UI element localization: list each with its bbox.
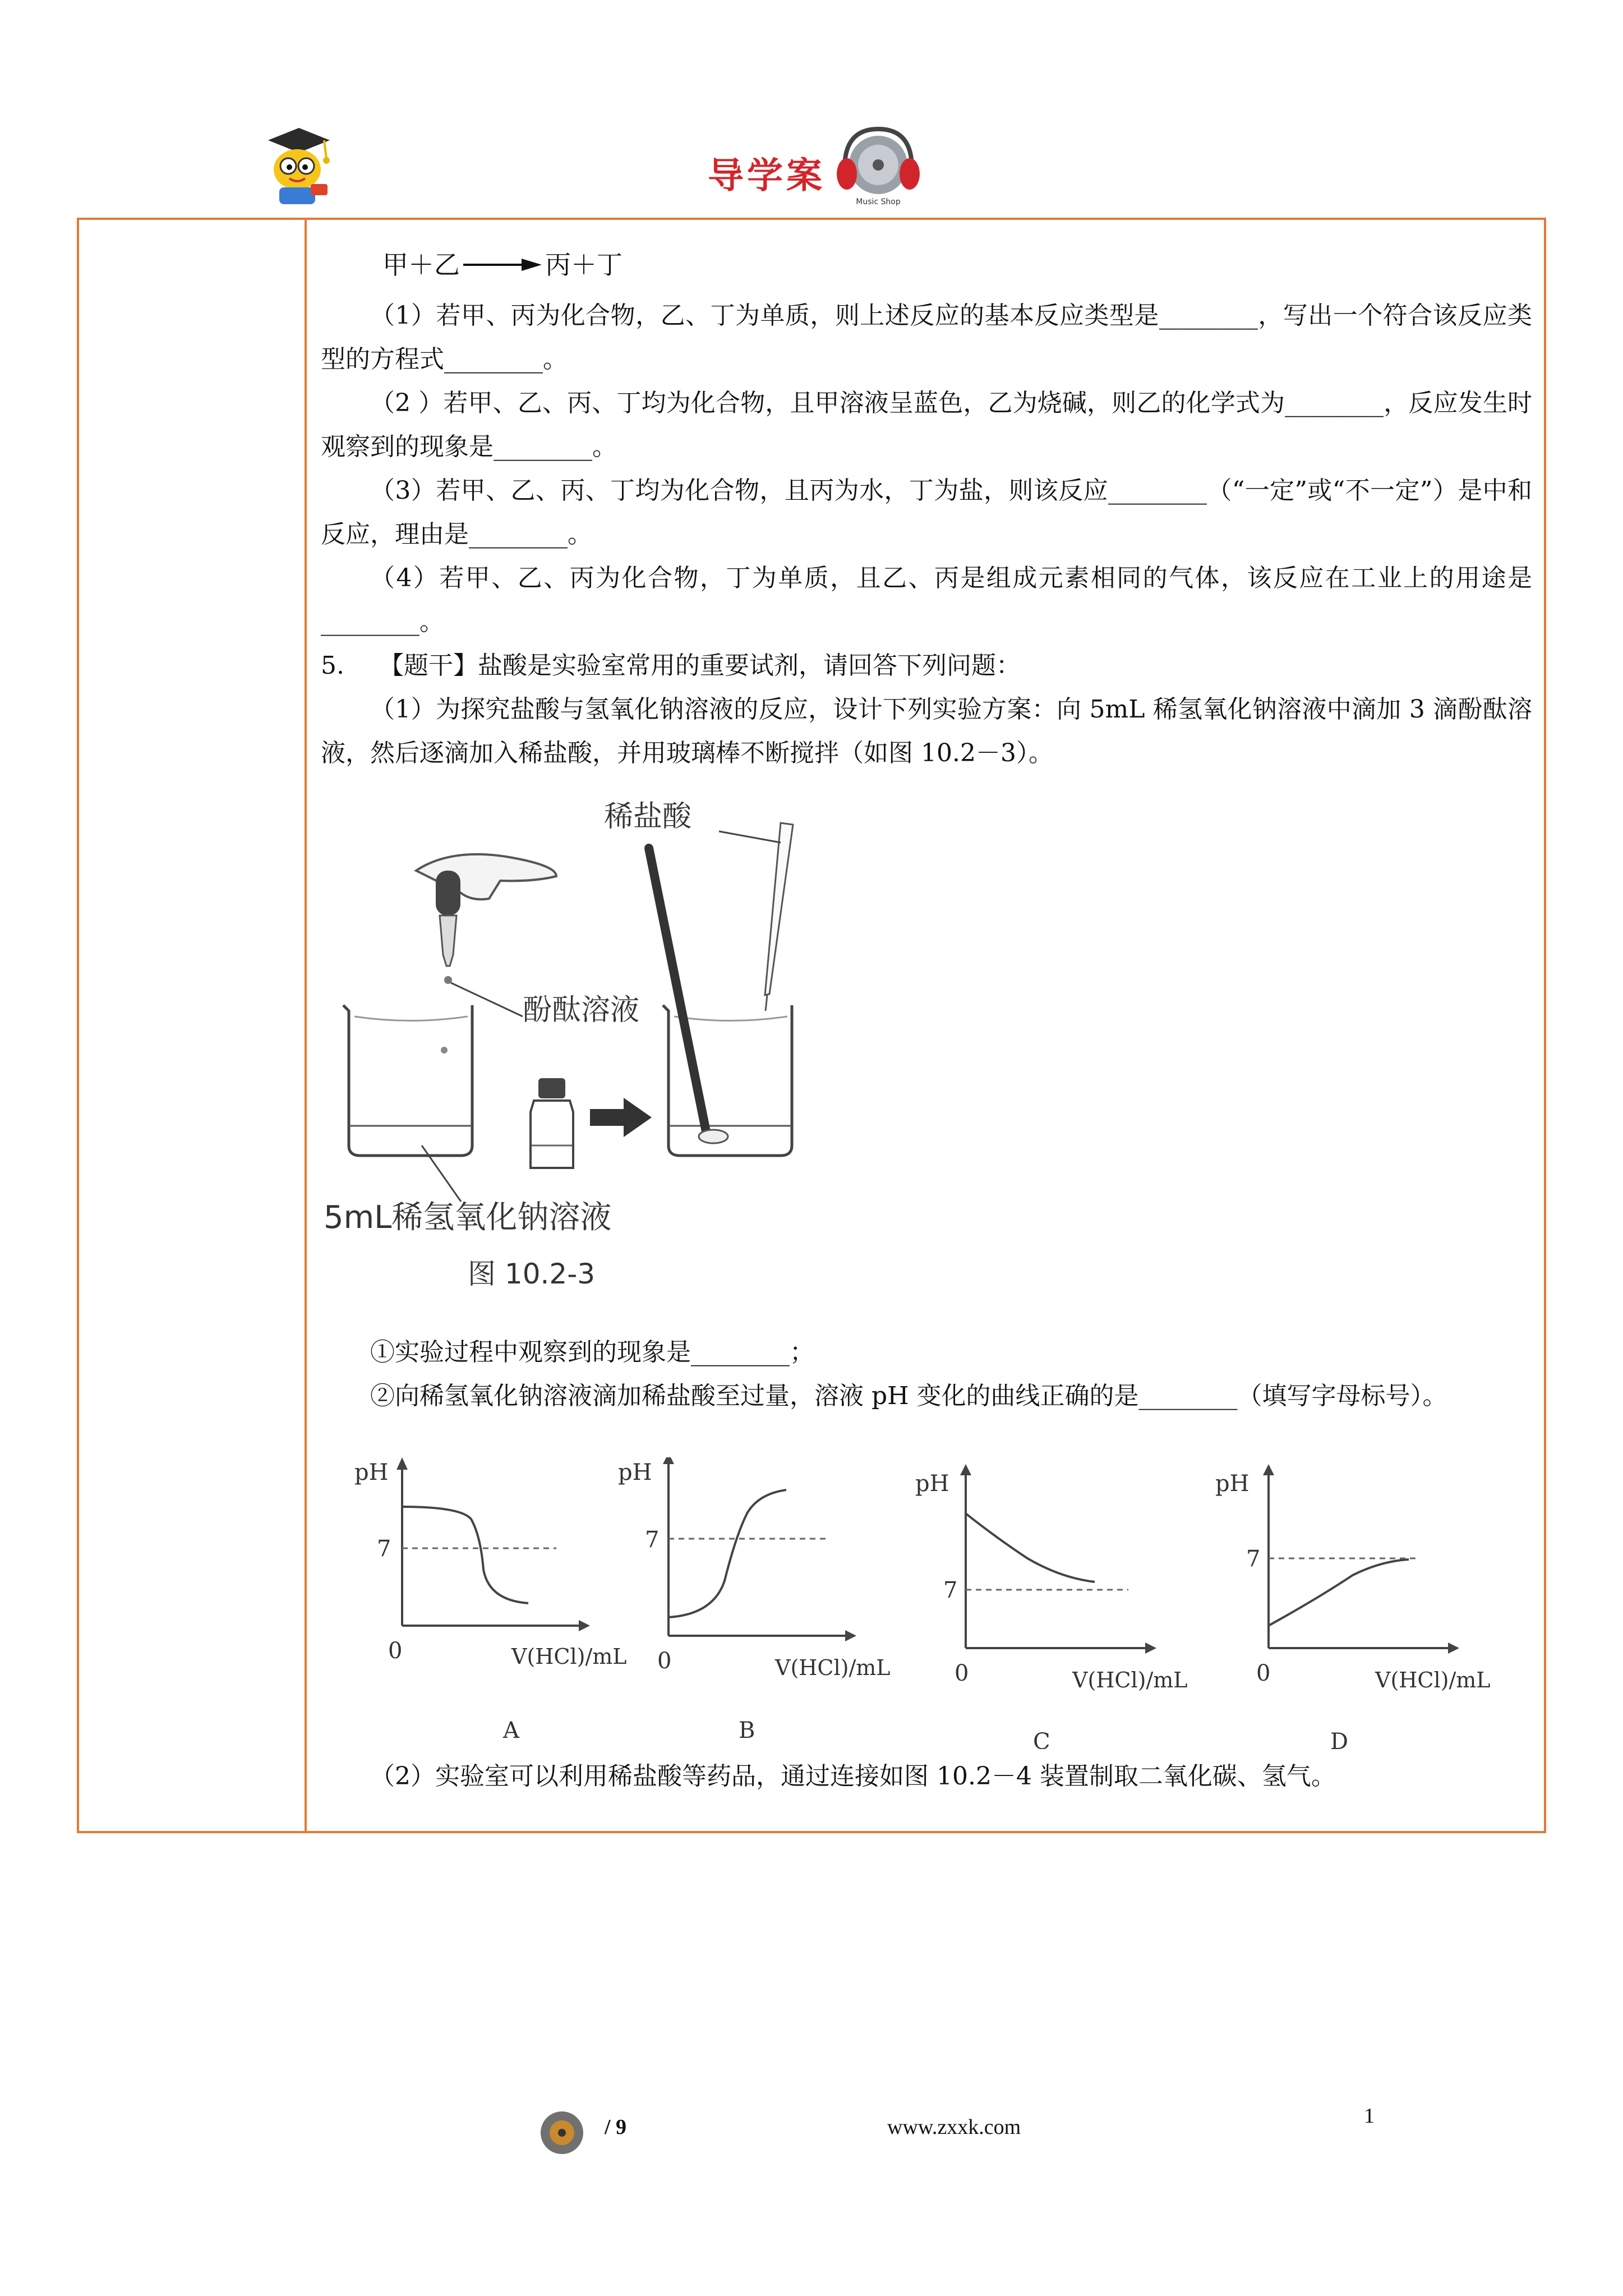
panel-d-ylabel: pH: [1215, 1471, 1249, 1497]
indicator-bottle: [531, 1101, 573, 1168]
frame-divider: [305, 218, 307, 1833]
question-5-sub-1: ①实验过程中观察到的现象是________；: [370, 1338, 814, 1366]
glass-rod: [649, 848, 707, 1134]
label-dilute-hcl: 稀盐酸: [604, 800, 692, 834]
main-content: [321, 236, 1532, 1798]
panel-a: [354, 1457, 627, 1743]
dropper-bulb: [436, 871, 460, 915]
panel-d-letter: D: [1330, 1729, 1349, 1749]
question-4-part-2: （2 ）若甲、乙、丙、丁均为化合物，且甲溶液呈蓝色，乙为烧碱，则乙的化学式为________，反应发生时观察到的现象是________。: [321, 389, 1532, 461]
curve-b: [668, 1490, 786, 1617]
question-5-stem: [321, 644, 1532, 688]
footer-disc-icon: [540, 2110, 584, 2155]
label-phenolphthalein: 酚酞溶液: [523, 993, 640, 1027]
panel-d-tick: 7: [1246, 1546, 1261, 1572]
figure-caption: 图 10.2-3: [468, 1258, 596, 1290]
acid-pipette: [765, 823, 793, 995]
panel-b-tick: 7: [645, 1527, 660, 1553]
panel-a-origin: 0: [388, 1638, 403, 1664]
question-5-part-1: （1）为探究盐酸与氢氧化钠溶液的反应，设计下列实验方案：向 5mL 稀氢氧化钠溶液中滴加 3 滴酚酞溶液，然后逐滴加入稀盐酸，并用玻璃棒不断搅拌（如图 10.2－3）。: [321, 695, 1532, 767]
panel-c-tick: 7: [943, 1577, 958, 1603]
footer-page-number: 1: [1364, 2104, 1375, 2128]
ph-curves-figure: [321, 1457, 1532, 1749]
formula-left: 甲＋乙: [382, 250, 460, 280]
reaction-formula: [321, 236, 1532, 294]
panel-b-letter: B: [739, 1718, 755, 1743]
question-5-number: 5.: [321, 651, 344, 680]
question-4-part-1: （1）若甲、丙为化合物，乙、丁为单质，则上述反应的基本反应类型是________，写出一个符合该反应类型的方程式________。: [321, 301, 1532, 374]
page-title: 导学案: [708, 155, 826, 197]
panel-a-xlabel: V(HCl)/mL: [511, 1644, 627, 1669]
curve-d: [1269, 1559, 1409, 1626]
footer-page-total: / 9: [605, 2115, 627, 2139]
question-4-part-4: （4）若甲、乙、丙为化合物，丁为单质，且乙、丙是组成元素相同的气体，该反应在工业上的用途是________。: [321, 564, 1532, 636]
panel-a-tick: 7: [377, 1536, 391, 1562]
process-arrow-icon: [590, 1098, 652, 1137]
disc-caption: Music Shop: [856, 197, 901, 206]
formula-right: 丙＋丁: [545, 250, 623, 280]
label-naoh-solution: 5mL稀氢氧化钠溶液: [324, 1199, 612, 1236]
indicator-bottle-cap: [538, 1078, 565, 1098]
panel-a-ylabel: pH: [354, 1460, 389, 1485]
ph-curve-panels: [321, 1457, 1532, 1749]
reaction-arrow-icon: [463, 256, 542, 273]
panel-c-origin: 0: [955, 1660, 969, 1686]
experiment-figure: [321, 786, 1532, 1331]
curve-c: [966, 1513, 1095, 1582]
panel-c-letter: C: [1033, 1729, 1050, 1749]
question-5-text: 【题干】盐酸是实验室常用的重要试剂，请回答下列问题：: [379, 651, 1021, 680]
question-5-part-2: （2）实验室可以利用稀盐酸等药品，通过连接如图 10.2－4 装置制取二氧化碳、氢气。: [370, 1762, 1336, 1791]
panel-b: [618, 1457, 891, 1743]
panel-c-ylabel: pH: [915, 1471, 949, 1497]
panel-b-xlabel: V(HCl)/mL: [775, 1655, 891, 1680]
question-5-sub-2: ②向稀氢氧化钠溶液滴加稀盐酸至过量，溶液 pH 变化的曲线正确的是________（填写字母标号）。: [370, 1382, 1447, 1410]
panel-c-xlabel: V(HCl)/mL: [1072, 1668, 1188, 1692]
panel-a-letter: A: [503, 1718, 519, 1743]
panel-c: [915, 1464, 1188, 1749]
music-disc-icon: [832, 118, 924, 210]
panel-d-xlabel: V(HCl)/mL: [1375, 1668, 1491, 1692]
panel-b-ylabel: pH: [618, 1460, 652, 1485]
panel-d-origin: 0: [1256, 1660, 1271, 1686]
panel-b-origin: 0: [657, 1648, 672, 1674]
question-4-part-3: （3）若甲、乙、丙、丁均为化合物，且丙为水，丁为盐，则该反应________（“一定”或“不一定”）是中和反应，理由是________。: [321, 476, 1532, 549]
mascot-logo-icon: [257, 118, 335, 213]
footer-site: www.zxxk.com: [887, 2115, 1021, 2139]
dropper-tube: [440, 915, 457, 966]
experiment-apparatus: [321, 786, 994, 1331]
panel-d: [1215, 1464, 1491, 1749]
curve-a: [402, 1507, 528, 1603]
beaker-left: [343, 1005, 472, 1156]
